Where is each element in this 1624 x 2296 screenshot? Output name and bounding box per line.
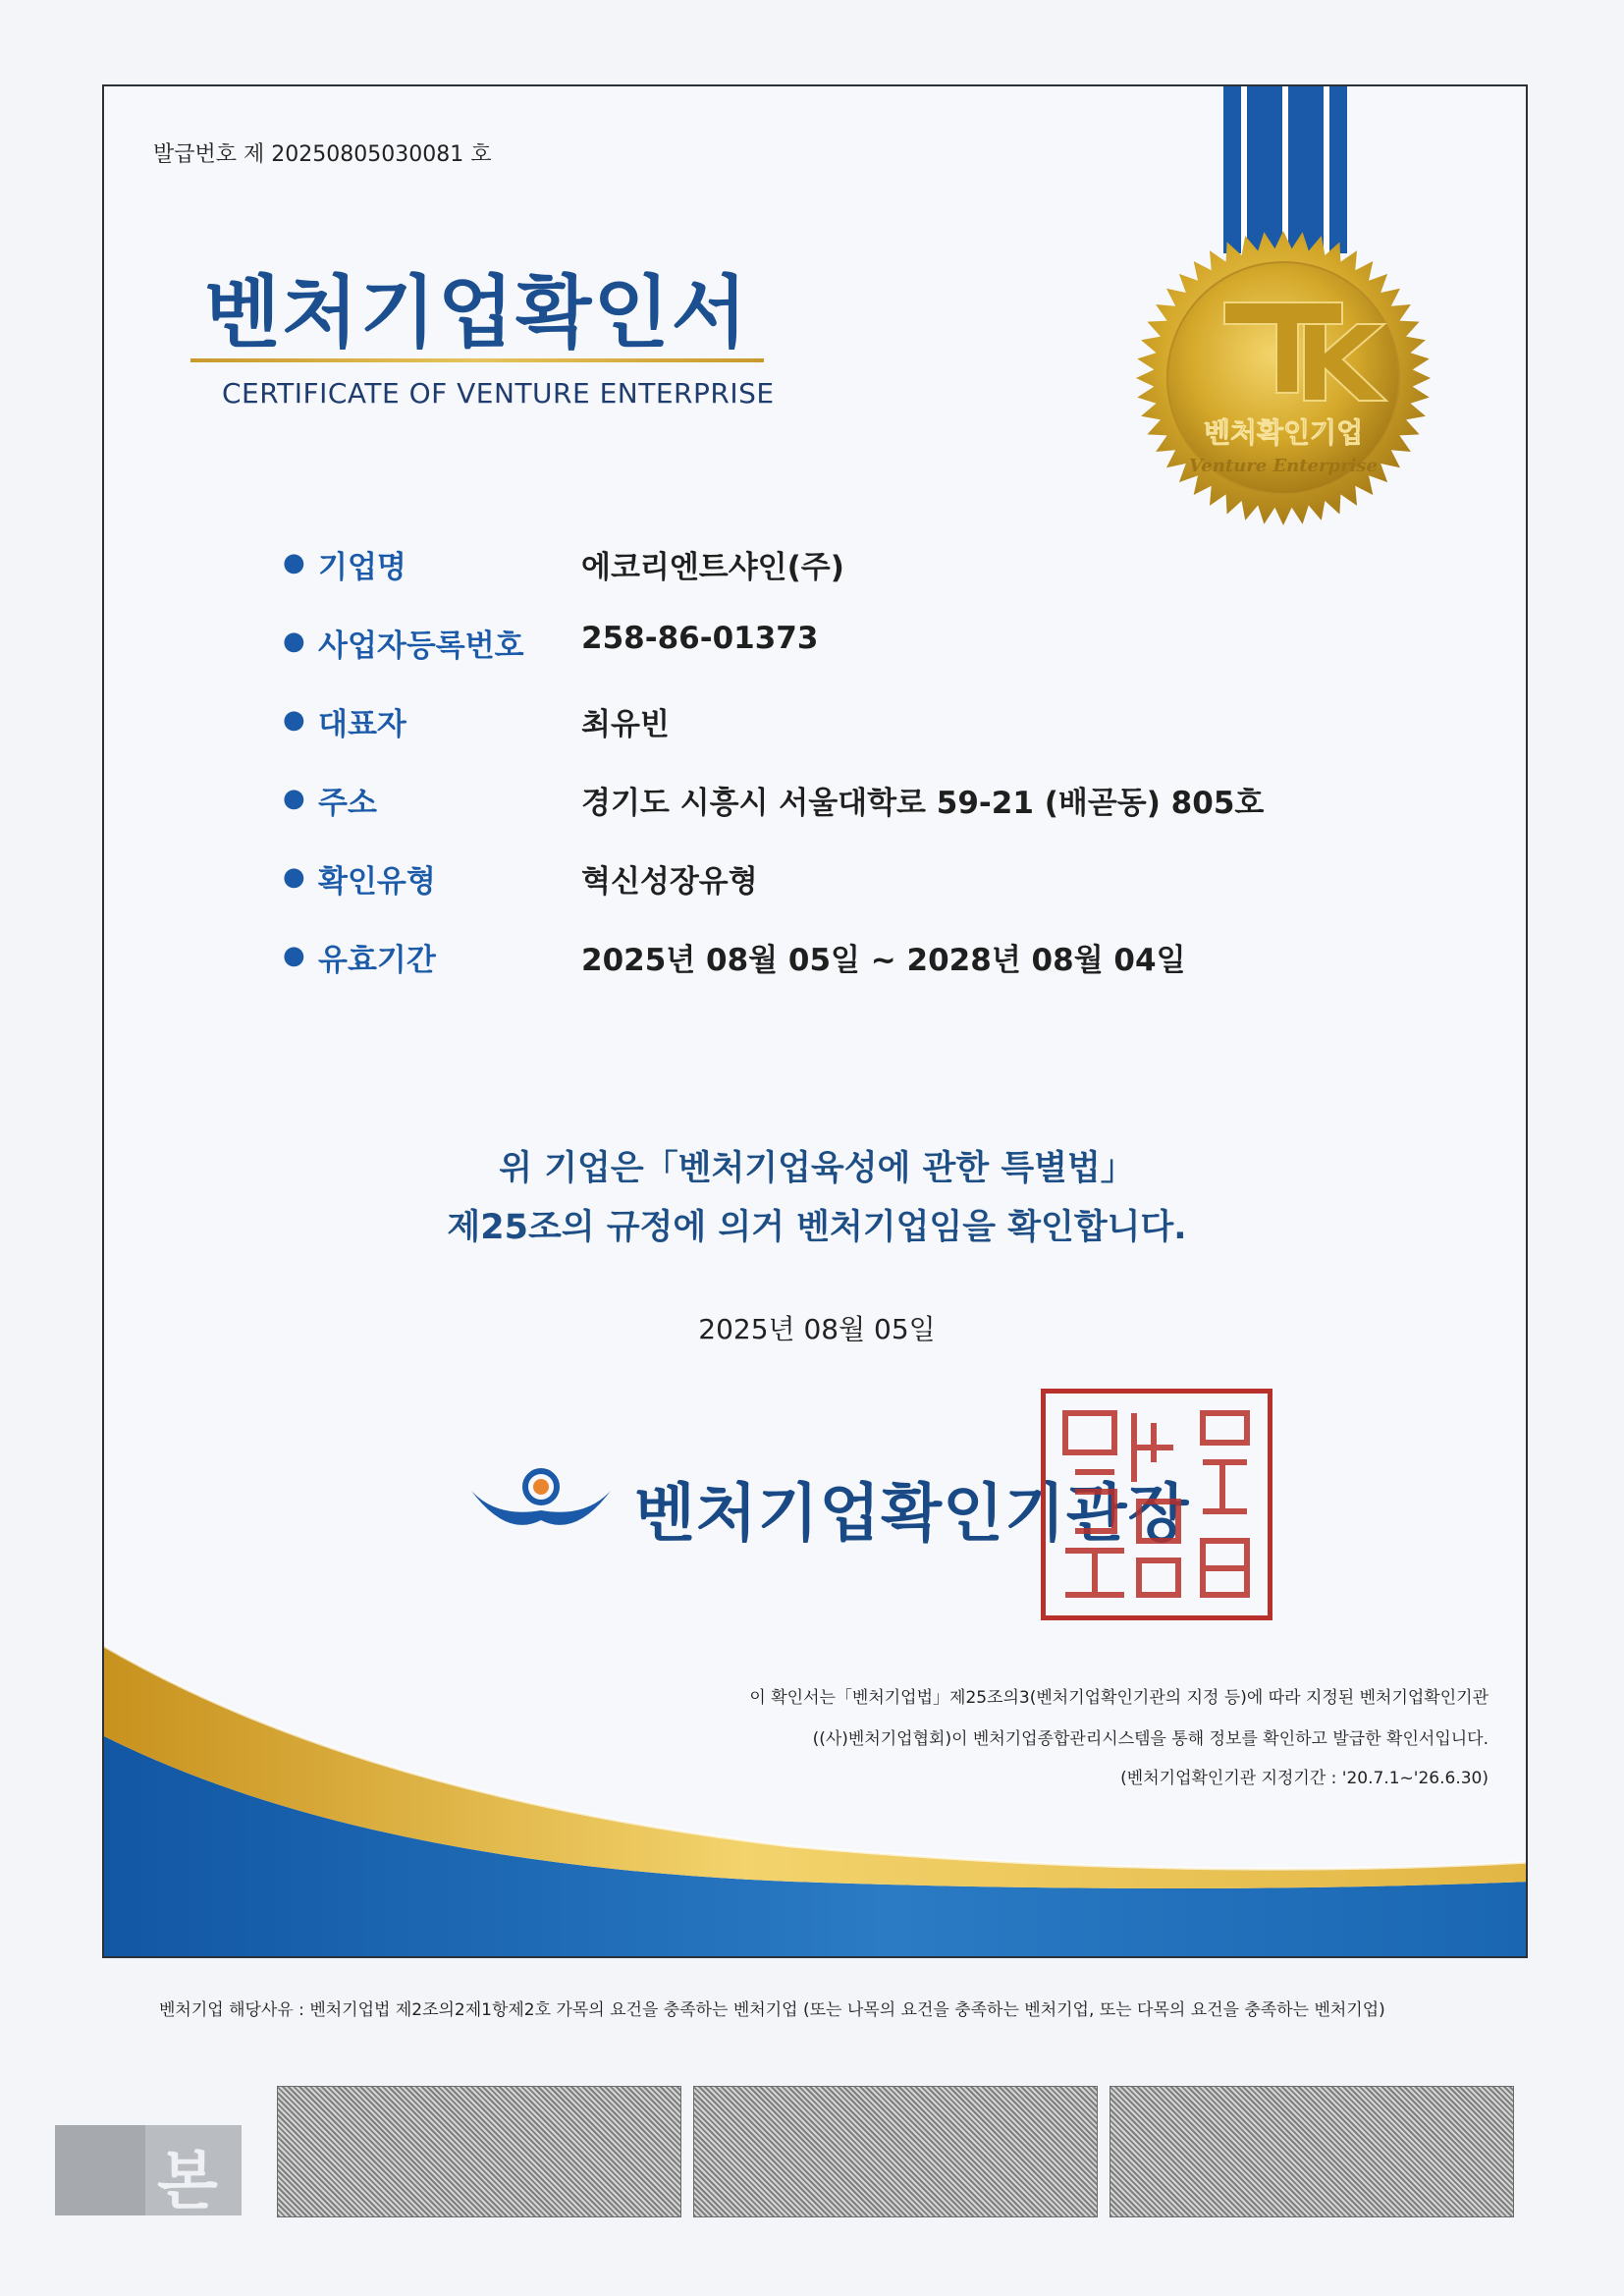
info-row-business-number [283, 621, 1265, 699]
legal-note: ((사)벤처기업협회)이 벤처기업종합관리시스템을 통해 정보를 확인하고 발급한 확인서입니다. [812, 1729, 1489, 1749]
certificate-subtitle: CERTIFICATE OF VENTURE ENTERPRISE [222, 377, 775, 410]
bullet-icon: ● [283, 705, 305, 735]
field-value: 경기도 시흥시 서울대학로 59-21 (배곧동) 805호 [581, 786, 1265, 821]
copy-stamp-text: 본 [157, 2146, 218, 2218]
certificate [102, 84, 1528, 1958]
field-value: 에코리엔트샤인(주) [581, 550, 844, 585]
info-row-confirmation-type [283, 856, 1265, 935]
field-label: 대표자 [318, 707, 406, 742]
bullet-icon: ● [283, 784, 305, 813]
security-barcode-3 [1110, 2086, 1514, 2217]
statement-line: 제25조의 규정에 의거 벤처기업임을 확인합니다. [447, 1208, 1187, 1247]
issuer-name: 벤처기업확인기관장 [634, 1478, 1190, 1551]
field-value: 최유빈 [581, 707, 670, 742]
field-label: 주소 [318, 786, 377, 821]
field-label: 유효기간 [318, 943, 436, 978]
bullet-icon: ● [283, 862, 305, 892]
info-row-representative [283, 699, 1265, 778]
field-value: 혁신성장유형 [581, 864, 758, 900]
field-value: 258-86-01373 [581, 621, 819, 656]
copy-stamp-square [55, 2125, 145, 2215]
issue-number: 발급번호 제 20250805030081 호 [153, 142, 492, 167]
bullet-icon: ● [283, 627, 305, 656]
info-row-address [283, 778, 1265, 856]
field-label: 사업자등록번호 [318, 629, 524, 664]
field-label: 확인유형 [318, 864, 436, 900]
venture-qualification-reason: 벤처기업 해당사유 : 벤처기업법 제2조의2제1항제2호 가목의 요건을 충족하는 벤처기업 (또는 나목의 요건을 충족하는 벤처기업, 또는 다목의 요건을 충족하는 벤처기업) [159, 2000, 1385, 2020]
official-seal-icon [1041, 1389, 1272, 1620]
medal-label-ko: 벤처확인기업 [1203, 416, 1364, 449]
decorative-wave [104, 1618, 1528, 1958]
title-underline [190, 358, 764, 362]
venture-medal-icon [1131, 226, 1435, 530]
certificate-title: 벤처기업확인서 [204, 267, 749, 358]
field-value: 2025년 08월 05일 ~ 2028년 08월 04일 [581, 943, 1186, 978]
field-label: 기업명 [318, 550, 406, 585]
medal-label-en: Venture Enterprise [1188, 456, 1379, 476]
info-row-company-name [283, 542, 1265, 621]
issue-date: 2025년 08월 05일 [698, 1313, 936, 1345]
info-row-validity-period [283, 935, 1265, 1013]
legal-note: 이 확인서는「벤처기업법」제25조의3(벤처기업확인기관의 지정 등)에 따라 지정된 벤처기업확인기관 [749, 1688, 1489, 1708]
statement-line: 위 기업은「벤처기업육성에 관한 특별법」 [499, 1149, 1135, 1188]
legal-note: (벤처기업확인기관 지정기간 : '20.7.1~'26.6.30) [1120, 1769, 1489, 1788]
confirmation-statement [104, 1139, 1528, 1257]
copy-stamp [55, 2125, 242, 2218]
security-barcode-2 [693, 2086, 1098, 2217]
bullet-icon: ● [283, 548, 305, 577]
company-info [283, 542, 1265, 1013]
security-barcode-1 [277, 2086, 681, 2217]
issuer-logo-icon [467, 1461, 615, 1540]
bullet-icon: ● [283, 941, 305, 970]
